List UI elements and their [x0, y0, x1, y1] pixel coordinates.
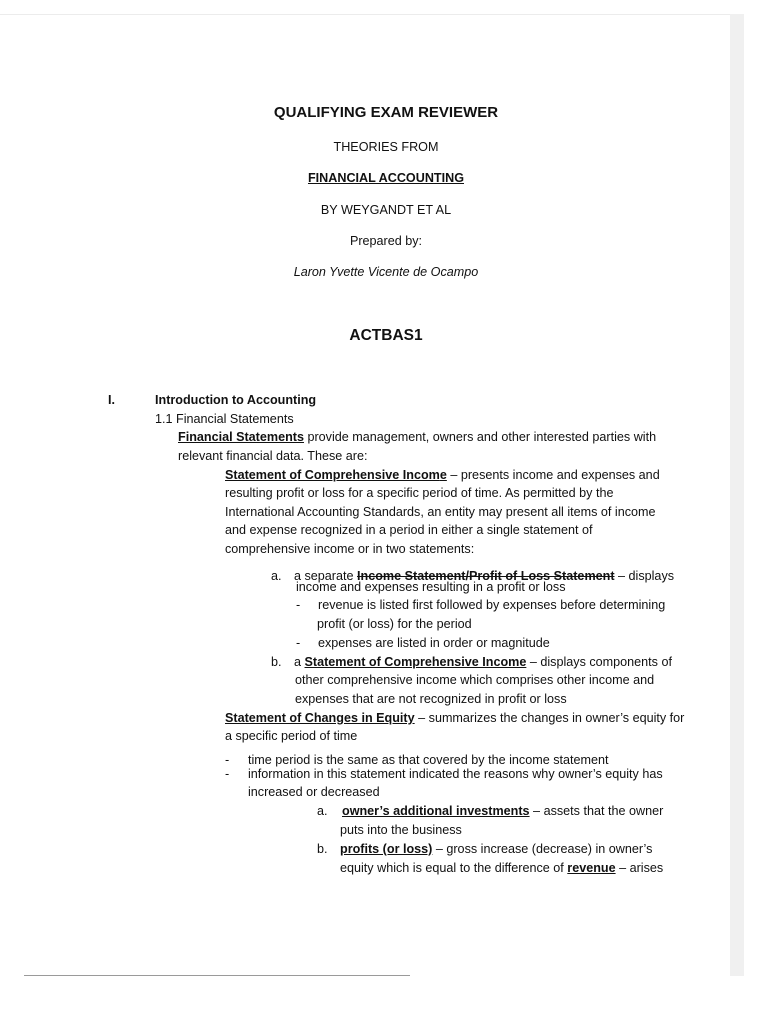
sci-paragraph-line-5: comprehensive income or in two statements: — [225, 542, 475, 556]
sci-item-a-line-2: income and expenses resulting in a profit or loss — [296, 580, 566, 594]
subsection-title: Financial Statements — [176, 412, 294, 426]
sci-item-a-line-1: a separate Income Statement/Profit of Loss Statement – displays — [294, 569, 675, 583]
section-number: I. — [108, 393, 115, 407]
theories-from-line: THEORIES FROM — [333, 140, 439, 154]
document-page — [0, 14, 730, 977]
sce-item-a-line-1: owner’s additional investments – assets that the owner — [342, 804, 664, 818]
sci-item-a-bullet-1-line-1: revenue is listed first followed by expenses before determining — [318, 598, 666, 612]
sce-paragraph-line-1: Statement of Changes in Equity – summarizes the changes in owner’s equity for — [225, 711, 685, 725]
course-code: ACTBAS1 — [349, 327, 423, 344]
sci-item-b-line-2: other comprehensive income which comprises other income and — [295, 673, 655, 687]
sci-paragraph-line-3: International Accounting Standards, an entity may present all items of income — [225, 505, 656, 519]
footnote-separator — [24, 975, 410, 976]
sce-item-a-line-2: puts into the business — [340, 823, 462, 837]
preparer-name: Laron Yvette Vicente de Ocampo — [293, 265, 479, 279]
sci-item-a-marker: a. — [271, 569, 282, 583]
subsection-heading — [155, 410, 294, 428]
sci-item-b-line-3: expenses that are not recognized in profit or loss — [295, 692, 567, 706]
section-title: Introduction to Accounting — [155, 393, 317, 407]
revenue-term: revenue — [567, 861, 616, 875]
sci-item-a-bullet-2-dash: - — [296, 636, 301, 650]
sci-paragraph-line-2: resulting profit or loss for a specific period of time. As permitted by the — [225, 486, 614, 500]
sce-item-b-line-1: profits (or loss) – gross increase (decrease) in owner’s — [340, 842, 653, 856]
sce-item-a-marker: a. — [317, 804, 328, 818]
author-line: BY WEYGANDT ET AL — [320, 203, 452, 217]
sci-item-a-bullet-1-dash: - — [296, 598, 301, 612]
sce-term: Statement of Changes in Equity — [225, 711, 415, 725]
sce-item-b-marker: b. — [317, 842, 328, 856]
document-title: QUALIFYING EXAM REVIEWER — [273, 104, 499, 121]
intro-paragraph-line-2: relevant financial data. These are: — [178, 449, 368, 463]
prepared-by-label: Prepared by: — [349, 234, 423, 248]
sce-item-b-line-2: equity which is equal to the difference of revenue – arises — [340, 861, 664, 875]
income-statement-term: Income Statement/Profit of Loss Statement — [357, 569, 615, 583]
sce-bullet-1-dash: - — [225, 753, 230, 767]
comprehensive-income-term: Statement of Comprehensive Income — [304, 655, 527, 669]
subsection-number: 1.1 — [155, 412, 173, 426]
sci-paragraph-line-4: and expense recognized in a period in either a single statement of — [225, 523, 593, 537]
intro-paragraph-line-1: Financial Statements provide management, owners and other interested parties with — [178, 430, 657, 444]
sce-bullet-1: time period is the same as that covered by the income statement — [248, 753, 609, 767]
sci-item-a-bullet-1-line-2: profit (or loss) for the period — [317, 617, 472, 631]
sci-paragraph-line-1: Statement of Comprehensive Income – presents income and expenses and — [225, 468, 660, 482]
vertical-scrollbar[interactable] — [730, 14, 744, 976]
sce-bullet-2-line-1: information in this statement indicated the reasons why owner’s equity has — [248, 767, 663, 781]
additional-investments-term: owner’s additional investments — [342, 804, 530, 818]
financial-statements-term: Financial Statements — [178, 430, 304, 444]
profits-term: profits (or loss) — [340, 842, 433, 856]
sci-item-b-marker: b. — [271, 655, 282, 669]
sce-paragraph-line-2: a specific period of time — [225, 729, 358, 743]
sce-bullet-2-dash: - — [225, 767, 230, 781]
sci-item-a-bullet-2-line-1: expenses are listed in order or magnitude — [318, 636, 550, 650]
subject-heading: FINANCIAL ACCOUNTING — [307, 171, 464, 185]
sci-term: Statement of Comprehensive Incom — [225, 468, 440, 482]
sci-item-b-line-1: a Statement of Comprehensive Income – displays components of — [294, 655, 672, 669]
sce-bullet-2-line-2: increased or decreased — [248, 785, 380, 799]
